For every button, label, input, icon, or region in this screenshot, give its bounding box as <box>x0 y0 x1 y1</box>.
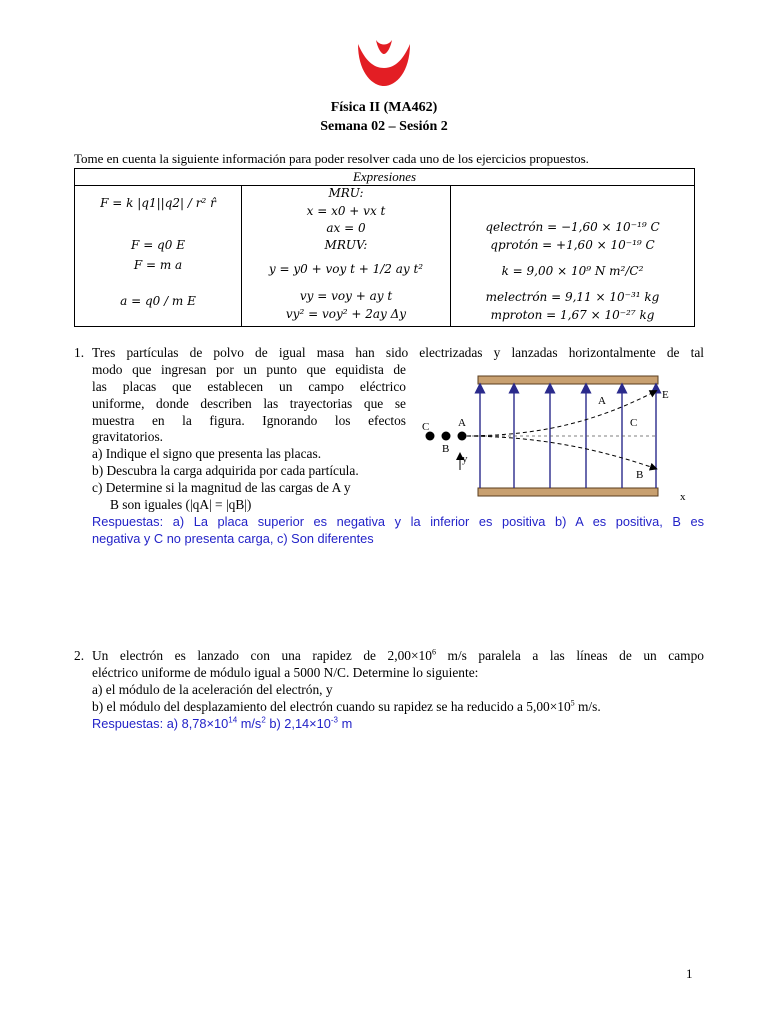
coulomb-constant: k = 9,00 × 10⁹ N m²/C² <box>501 264 644 278</box>
mru-position: x = x0 + vx t <box>306 204 386 218</box>
mruv-velocity-squared: vy² = voy² + 2ay Δy <box>285 307 407 321</box>
proton-charge: qprotón = +1,60 × 10⁻¹⁹ C <box>490 238 655 252</box>
problem-1-part-c-cont: B son iguales (|qA| = |qB|) <box>110 497 252 512</box>
field-lines <box>480 388 656 488</box>
mruv-position: y = y0 + voy t + 1/2 ay t² <box>268 262 424 276</box>
problem-1-part-b: b) Descubra la carga adquirida por cada partícula. <box>92 463 359 478</box>
mruv-velocity: vy = voy + ay t <box>299 289 393 303</box>
problem-1-line: gravitatorios. <box>92 429 164 444</box>
particle-a <box>458 432 467 441</box>
trajectory-label-c: C <box>630 417 638 429</box>
trajectory-label-b: B <box>636 469 644 481</box>
problem-2-line-2: eléctrico uniforme de módulo igual a 5000 N/C. Determine lo siguiente: <box>92 665 479 680</box>
problem-1-part-c: c) Determine si la magnitud de las cargas de A y <box>92 480 351 495</box>
problem-2-part-a: a) el módulo de la aceleración del electrón, y <box>92 682 333 697</box>
problem-2-number: 2. <box>74 648 85 663</box>
problem-1-line: las placas que establecen un campo eléctrico <box>92 379 406 394</box>
newton-formula: F = m a <box>133 258 183 272</box>
problem-1-line: uniforme, donde describen las trayectorias que se <box>92 396 406 411</box>
problem-1-answer-cont: negativa y C no presenta carga, c) Son diferentes <box>92 531 374 546</box>
coulomb-formula: F = k |q1||q2| / r² r̂ <box>100 196 216 210</box>
particle-b <box>442 432 451 441</box>
problem-2-answer: Respuestas: a) $8,78\times 10^{14}$ $m/s^2$ b) $2,14\times 10^{-3}$ m <box>92 715 353 731</box>
y-axis-label: y <box>462 453 468 465</box>
acceleration-formula: a = q0 / m E <box>120 294 196 308</box>
particle-label-a: A <box>458 417 466 429</box>
proton-mass: mproton = 1,67 × 10⁻²⁷ kg <box>490 308 655 322</box>
electron-charge: qelectrón = −1,60 × 10⁻¹⁹ C <box>485 220 660 234</box>
problem-1-line: modo que ingresan por un punto que equidista de <box>92 362 406 377</box>
document-subtitle: Semana 02 – Sesión 2 <box>320 119 448 134</box>
trajectory-a <box>460 392 654 436</box>
problem-1-answer: Respuestas: a) La placa superior es negativa y la inferior es positiva b) A es positiva, B es <box>92 514 704 529</box>
university-logo-icon <box>354 38 414 90</box>
lower-plate <box>478 488 658 496</box>
problem-1-part-a: a) Indique el signo que presenta las placas. <box>92 446 322 461</box>
problem-1-number: 1. <box>74 345 85 360</box>
mru-label: MRU: <box>328 186 364 200</box>
problem-1-line: muestra en la figura. Ignorando los efectos <box>92 413 406 428</box>
plates-diagram <box>414 370 708 504</box>
intro-text: Tome en cuenta la siguiente información para poder resolver cada uno de los ejercicios propuestos. <box>74 151 589 166</box>
electron-mass: melectrón = 9,11 × 10⁻³¹ kg <box>485 290 660 304</box>
problem-2-part-b: b) el módulo del desplazamiento del electrón cuando su rapidez se ha reducido a $5,00\times 10^5$ m/s. <box>92 698 601 714</box>
constants <box>451 186 695 327</box>
problem-1-line: Tres partículas de polvo de igual masa han sido electrizadas y lanzadas horizontalmente de tal <box>92 345 704 360</box>
mru-acceleration: ax = 0 <box>326 221 366 235</box>
upper-plate <box>478 376 658 384</box>
document-title: Física II (MA462) <box>330 100 438 115</box>
problem-2-line-1: Un electrón es lanzado con una rapidez de $2,00\times 10^6$ m/s paralela a las líneas de un campo <box>92 647 704 663</box>
table-heading: Expresiones <box>75 169 695 186</box>
field-label-e: E <box>662 389 669 401</box>
formulas-force <box>75 186 242 327</box>
expressions-table <box>74 168 695 327</box>
electric-force-formula: F = q0 E <box>131 238 185 252</box>
x-axis-label: x <box>680 491 686 503</box>
page-number: 1 <box>686 966 693 981</box>
particle-label-c: C <box>422 421 430 433</box>
trajectory-label-a: A <box>598 395 606 407</box>
mruv-label: MRUV: <box>324 238 368 252</box>
particle-label-b: B <box>442 443 450 455</box>
trajectory-b <box>460 436 654 468</box>
formulas-kinematics <box>242 186 451 327</box>
